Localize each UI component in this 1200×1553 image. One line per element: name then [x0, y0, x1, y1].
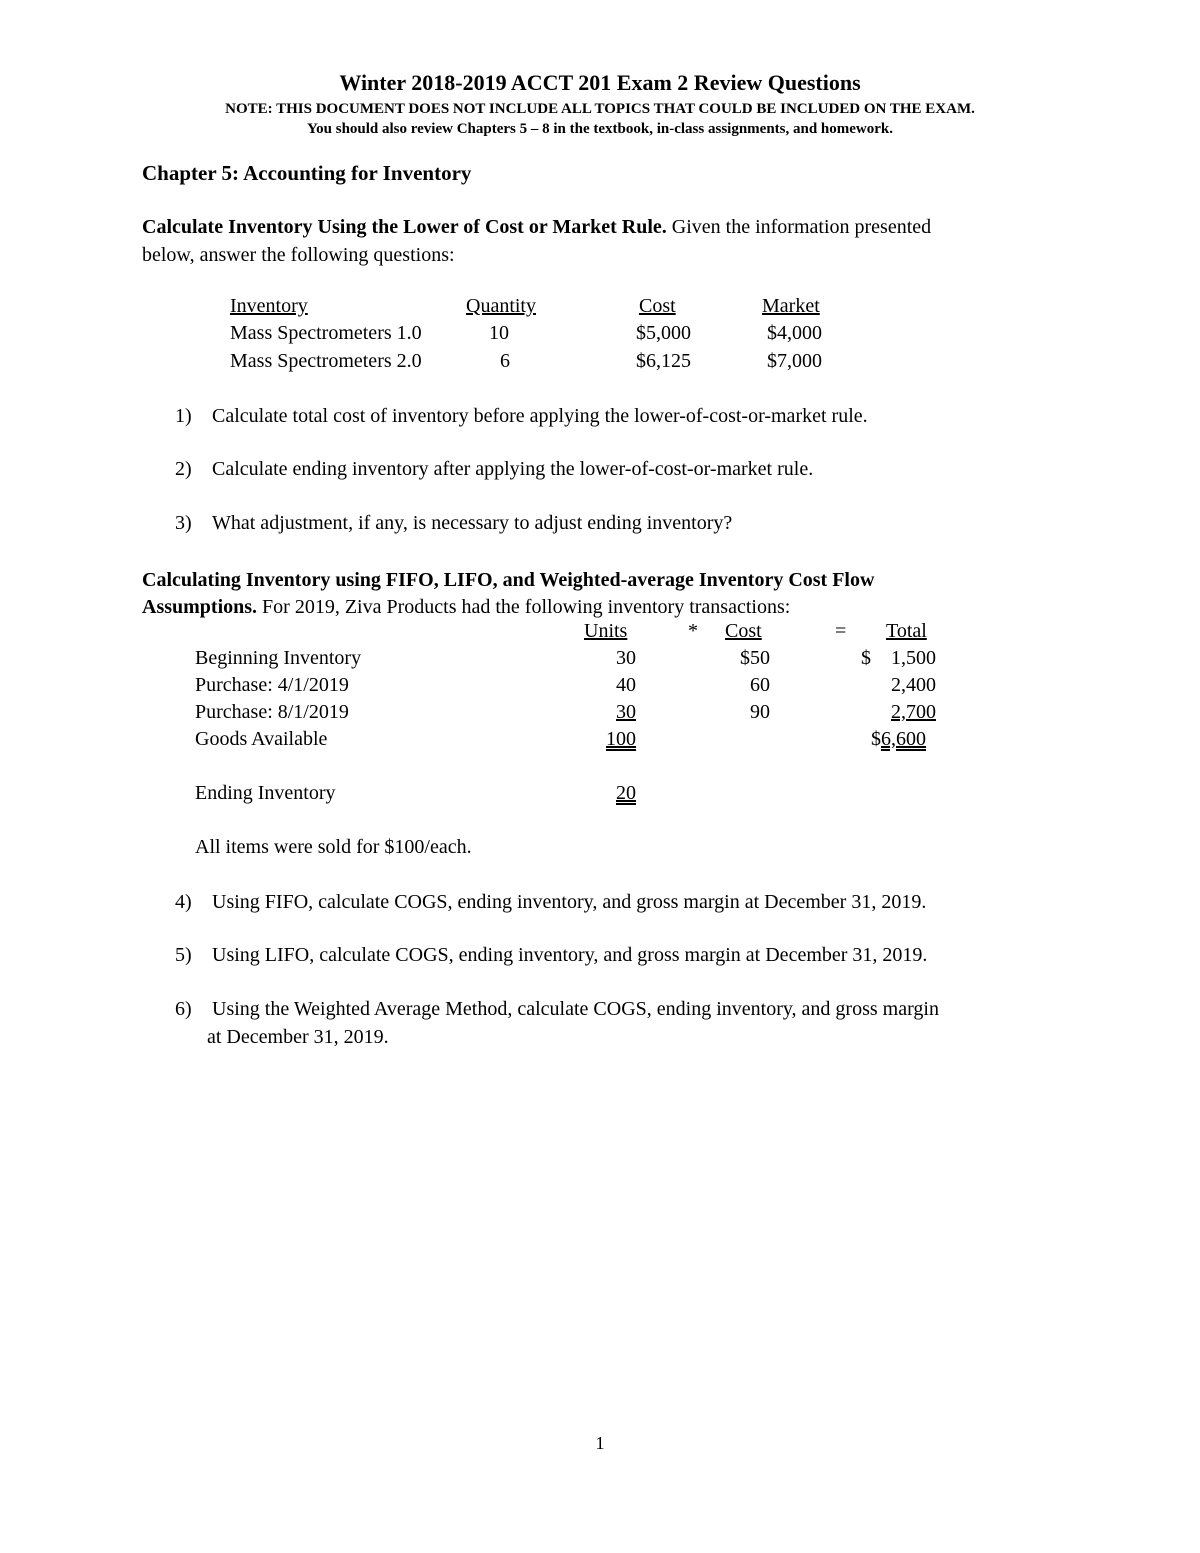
- exam-note: NOTE: THIS DOCUMENT DOES NOT INCLUDE ALL TOPICS THAT COULD BE INCLUDED ON THE EXAM.: [225, 101, 975, 117]
- review-note: You should also review Chapters 5 – 8 in the textbook, in-class assignments, and homework.: [306, 121, 894, 137]
- section1-intro: [142, 213, 931, 241]
- question-text: What adjustment, if any, is necessary to adjust ending inventory?: [212, 512, 733, 534]
- lcm-row1-item: Mass Spectrometers 1.0: [230, 322, 422, 344]
- row-total: [871, 728, 926, 751]
- chapter-title: Chapter 5: Accounting for Inventory: [142, 161, 472, 185]
- question-number: 6): [175, 998, 192, 1020]
- lcm-row2-cost: $6,125: [636, 350, 691, 372]
- row-units: [580, 728, 636, 751]
- ending-inventory-value: 20: [616, 782, 636, 804]
- lcm-header-market: Market: [762, 295, 820, 317]
- lcm-header-quantity: Quantity: [466, 295, 536, 317]
- row-total-sign: $: [861, 647, 871, 669]
- header-times: *: [688, 620, 698, 642]
- section2-heading: Calculating Inventory using FIFO, LIFO, and Weighted-average Inventory Cost Flow: [142, 569, 875, 591]
- question-text-line2: at December 31, 2019.: [207, 1026, 389, 1048]
- lcm-row1-cost: $5,000: [636, 322, 691, 344]
- lcm-row2-market: $7,000: [767, 350, 822, 372]
- row-total-sign: $: [871, 728, 881, 750]
- question-text: Calculate total cost of inventory before applying the lower-of-cost-or-market rule.: [212, 405, 868, 427]
- header-units: Units: [584, 620, 628, 642]
- row-total: 1,500: [891, 647, 936, 669]
- section2-intro: For 2019, Ziva Products had the following inventory transactions:: [257, 596, 791, 618]
- sold-note: All items were sold for $100/each.: [195, 836, 472, 858]
- lcm-row2-item: Mass Spectrometers 2.0: [230, 350, 422, 372]
- row-total-value: 6,600: [881, 728, 926, 750]
- row-cost: $50: [740, 647, 770, 669]
- row-label: Purchase: 4/1/2019: [195, 674, 349, 696]
- section2-heading-line2: [142, 593, 790, 621]
- header-cost: Cost: [725, 620, 762, 642]
- question-number: 3): [175, 512, 192, 534]
- question-text: Using LIFO, calculate COGS, ending inventory, and gross margin at December 31, 2019.: [212, 944, 928, 966]
- question-text: Using FIFO, calculate COGS, ending inventory, and gross margin at December 31, 2019.: [212, 891, 927, 913]
- lcm-row2-quantity: 6: [500, 350, 510, 372]
- section1-intro-text: Given the information presented: [666, 216, 932, 238]
- row-label: Purchase: 8/1/2019: [195, 701, 349, 723]
- row-total-value: 2,700: [891, 701, 936, 723]
- section2-heading-line1: [142, 566, 874, 594]
- row-units-value: 100: [606, 728, 636, 750]
- row-label: Beginning Inventory: [195, 647, 362, 669]
- row-cost: 90: [750, 701, 770, 723]
- section2-heading-end: Assumptions.: [142, 596, 258, 618]
- header-equals: =: [835, 620, 847, 642]
- question-text-line1: Using the Weighted Average Method, calculate COGS, ending inventory, and gross margin: [212, 998, 939, 1020]
- question-number: 2): [175, 458, 192, 480]
- question-number: 4): [175, 891, 192, 913]
- ending-inventory-units: [580, 782, 636, 805]
- header-total: Total: [886, 620, 927, 642]
- question-number: 5): [175, 944, 192, 966]
- page-number: 1: [595, 1433, 605, 1453]
- row-units-value: 30: [616, 701, 636, 723]
- lcm-header-cost: Cost: [639, 295, 676, 317]
- row-cost: 60: [750, 674, 770, 696]
- lcm-row1-quantity: 10: [489, 322, 509, 344]
- section1-intro-line2: below, answer the following questions:: [142, 244, 455, 266]
- row-units: [580, 701, 636, 724]
- row-total: 2,400: [891, 674, 936, 696]
- row-total: [870, 701, 936, 724]
- lcm-header-inventory: Inventory: [230, 295, 308, 317]
- section1-heading: Calculate Inventory Using the Lower of Cost or Market Rule.: [142, 216, 667, 238]
- question-number: 1): [175, 405, 192, 427]
- row-units: 40: [616, 674, 636, 696]
- question-text: Calculate ending inventory after applying the lower-of-cost-or-market rule.: [212, 458, 814, 480]
- row-units: 30: [616, 647, 636, 669]
- lcm-row1-market: $4,000: [767, 322, 822, 344]
- row-label: Goods Available: [195, 728, 328, 750]
- ending-inventory-label: Ending Inventory: [195, 782, 336, 804]
- document-title: Winter 2018-2019 ACCT 201 Exam 2 Review Questions: [339, 70, 861, 95]
